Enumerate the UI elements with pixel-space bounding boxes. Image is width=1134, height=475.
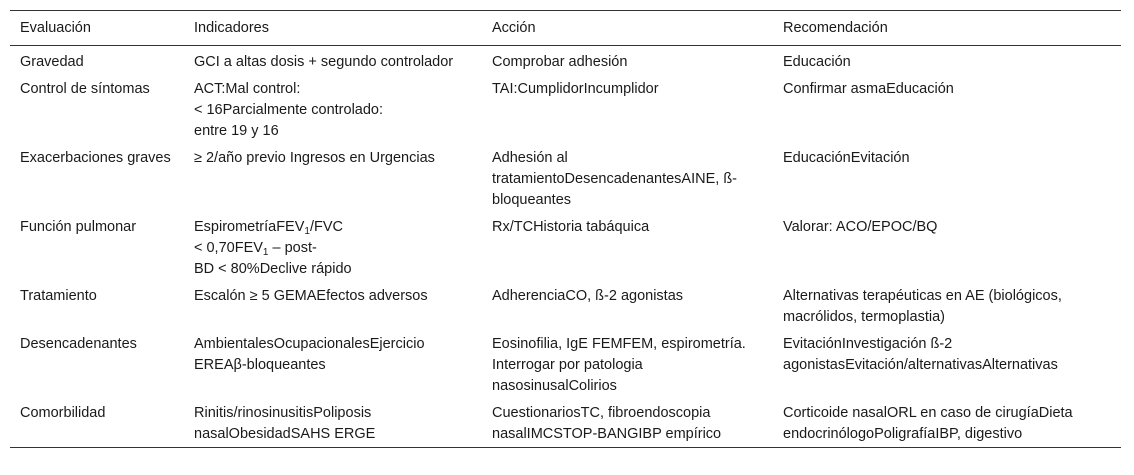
cell-indicadores: Rinitis/rinosinusitisPoliposis nasalObesidadSAHS ERGE: [194, 405, 376, 442]
indicator-line: < 16Parcialmente controlado:: [194, 102, 384, 118]
cell-evaluacion: Control de síntomas: [20, 81, 150, 97]
subscript: 1: [262, 247, 269, 258]
indicator-text: < 0,70FEV: [194, 240, 263, 256]
cell-recomendacion: Corticoide nasalORL en caso de cirugíaDieta endocrinólogoPoligrafíaIBP, digestivo: [783, 405, 1073, 442]
cell-recomendacion: Confirmar asmaEducación: [783, 81, 954, 97]
header-indicadores: Indicadores: [194, 20, 269, 36]
table-row: [10, 75, 1121, 144]
cell-indicadores: Escalón ≥ 5 GEMAEfectos adversos: [194, 288, 428, 304]
header-accion: Acción: [492, 20, 536, 36]
cell-accion: AdherenciaCO, ß-2 agonistas: [492, 288, 684, 304]
indicator-line: BD < 80%Declive rápido: [194, 261, 352, 277]
indicator-text: /FVC: [309, 219, 343, 235]
cell-evaluacion: Exacerbaciones graves: [20, 150, 171, 166]
cell-accion: TAI:CumplidorIncumplidor: [492, 81, 659, 97]
cell-evaluacion: Tratamiento: [20, 288, 97, 304]
table-row: [10, 330, 1121, 399]
cell-accion: Adhesión al tratamientoDesencadenantesAINE, ß-bloqueantes: [492, 150, 738, 208]
cell-accion: Comprobar adhesión: [492, 54, 628, 70]
table-row: [10, 213, 1121, 282]
cell-recomendacion: EvitaciónInvestigación ß-2 agonistasEvitación/alternativasAlternativas: [783, 336, 1058, 373]
indicator-line: entre 19 y 16: [194, 123, 279, 139]
cell-accion: Rx/TCHistoria tabáquica: [492, 219, 650, 235]
indicator-text: – post-: [268, 240, 317, 256]
cell-indicadores: [184, 75, 482, 144]
cell-recomendacion: EducaciónEvitación: [783, 150, 910, 166]
evaluation-table: [10, 10, 1121, 448]
cell-indicadores: ≥ 2/año previo Ingresos en Urgencias: [194, 150, 435, 166]
indicator-line: [194, 217, 474, 238]
evaluation-table-container: [10, 10, 1121, 448]
cell-recomendacion: Educación: [783, 54, 851, 70]
indicator-line: ACT:Mal control:: [194, 81, 301, 97]
cell-evaluacion: Gravedad: [20, 54, 84, 70]
cell-evaluacion: Desencadenantes: [20, 336, 137, 352]
table-row: [10, 282, 1121, 330]
table-row: [10, 399, 1121, 448]
indicator-text: EspirometríaFEV: [194, 219, 305, 235]
table-row: [10, 46, 1121, 76]
header-evaluacion: Evaluación: [20, 20, 91, 36]
header-recomendacion: Recomendación: [783, 20, 888, 36]
cell-accion: Eosinofilia, IgE FEMFEM, espirometría. Interrogar por patologia nasosinusalColirios: [492, 336, 746, 394]
cell-indicadores: AmbientalesOcupacionalesEjercicio EREAβ-bloqueantes: [194, 336, 425, 373]
cell-evaluacion: Función pulmonar: [20, 219, 137, 235]
cell-accion: CuestionariosTC, fibroendoscopia nasalIMCSTOP-BANGIBP empírico: [492, 405, 722, 442]
table-row: [10, 144, 1121, 213]
header-row: [10, 11, 1121, 46]
indicator-line: [194, 238, 474, 259]
subscript: 1: [304, 226, 310, 237]
cell-recomendacion: Valorar: ACO/EPOC/BQ: [783, 219, 938, 235]
cell-evaluacion: Comorbilidad: [20, 405, 106, 421]
cell-indicadores: [184, 213, 482, 282]
cell-indicadores: GCI a altas dosis + segundo controlador: [194, 54, 454, 70]
cell-recomendacion: Alternativas terapéuticas en AE (biológicos, macrólidos, termoplastia): [783, 288, 1062, 325]
